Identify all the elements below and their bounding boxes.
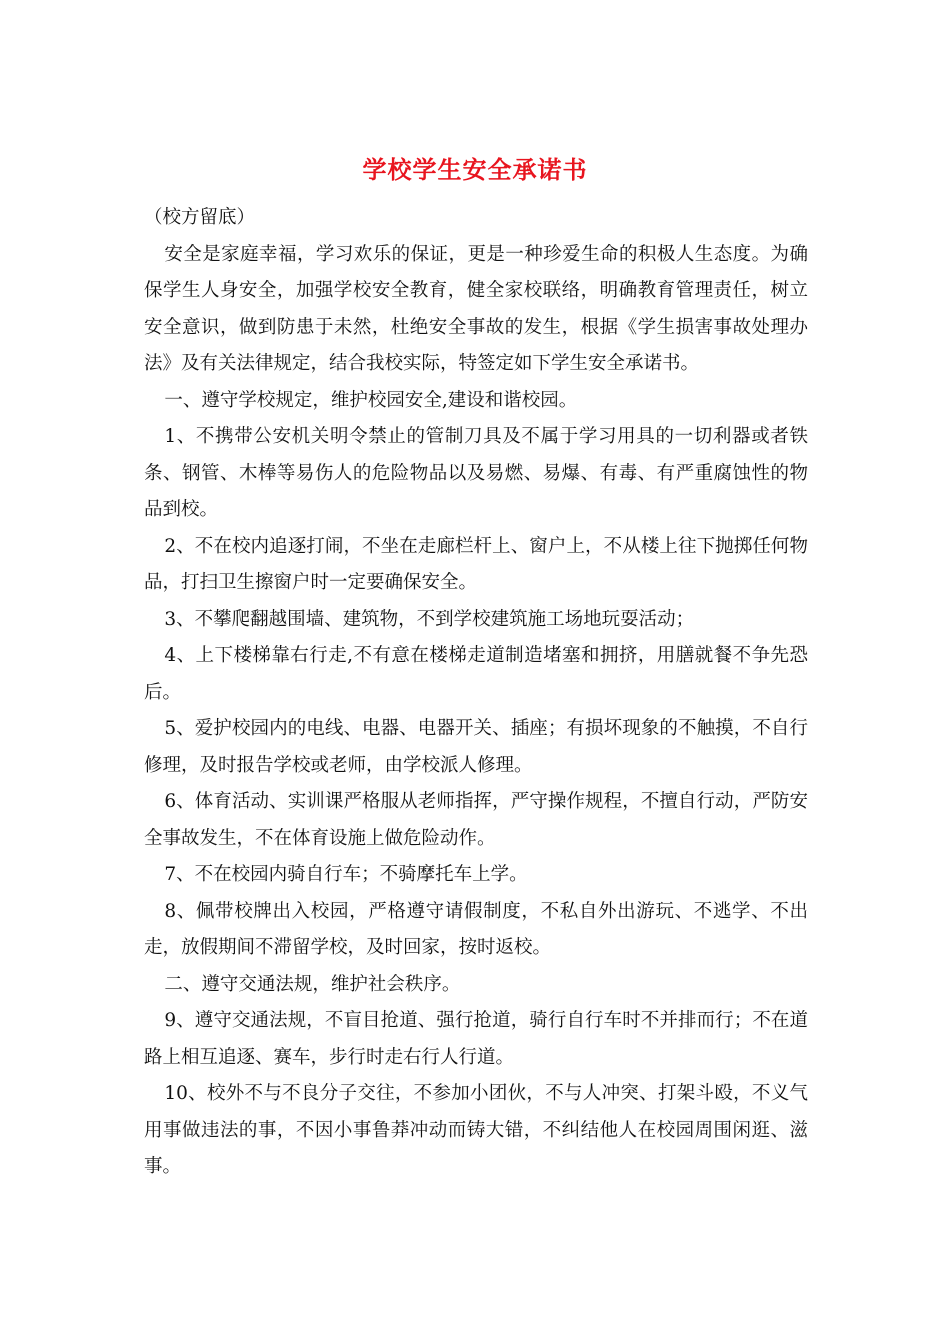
copy-note: （校方留底） <box>144 207 256 228</box>
section-heading-traffic-rules: 二、遵守交通法规，维护社会秩序。 <box>164 973 461 995</box>
rule-item: 9、遵守交通法规，不盲目抢道、强行抢道，骑行自行车时不并排而行；不在道路上相互追逐、赛车，步行时走右行人行道。 <box>144 1010 808 1068</box>
rule-item: 7、不在校园内骑自行车；不骑摩托车上学。 <box>164 864 528 885</box>
document-title: 学校学生安全承诺书 <box>362 155 588 184</box>
rule-item: 8、佩带校牌出入校园，严格遵守请假制度，不私自外出游玩、不逃学、不出走，放假期间不滞留学校，及时回家，按时返校。 <box>144 900 808 958</box>
rule-item: 1、不携带公安机关明令禁止的管制刀具及不属于学习用具的一切利器或者铁条、钢管、木棒等易伤人的危险物品以及易燃、易爆、有毒、有严重腐蚀性的物品到校。 <box>144 426 808 520</box>
rule-item: 3、不攀爬翻越围墙、建筑物，不到学校建筑施工场地玩耍活动； <box>164 608 695 630</box>
rule-item: 4、上下楼梯靠右行走,不有意在楼梯走道制造堵塞和拥挤，用膳就餐不争先恐后。 <box>144 645 808 703</box>
intro-paragraph: 安全是家庭幸福，学习欢乐的保证，更是一种珍爱生命的积极人生态度。为确保学生人身安全，加强学校安全教育，健全家校联络，明确教育管理责任，树立安全意识，做到防患于未然，杜绝安全事故的发生，根据《学生损害事故处理办法》及有关法律规定，结合我校实际，特签定如下学生安全承诺书。 <box>144 243 808 374</box>
rule-item: 6、体育活动、实训课严格服从老师指挥，严守操作规程，不擅自行动，严防安全事故发生，不在体育设施上做危险动作。 <box>144 791 808 849</box>
rule-item: 5、爱护校园内的电线、电器、电器开关、插座；有损坏现象的不触摸，不自行修理，及时报告学校或老师，由学校派人修理。 <box>144 718 808 776</box>
rule-item: 2、不在校内追逐打闹，不坐在走廊栏杆上、窗户上，不从楼上往下抛掷任何物品，打扫卫生擦窗户时一定要确保安全。 <box>144 535 808 593</box>
document-body <box>144 200 808 1186</box>
rule-item: 10、校外不与不良分子交往，不参加小团伙，不与人冲突、打架斗殴，不义气用事做违法的事，不因小事鲁莽冲动而铸大错，不纠结他人在校园周围闲逛、滋事。 <box>144 1083 808 1177</box>
section-heading-school-rules: 一、遵守学校规定，维护校园安全,建设和谐校园。 <box>164 389 578 411</box>
